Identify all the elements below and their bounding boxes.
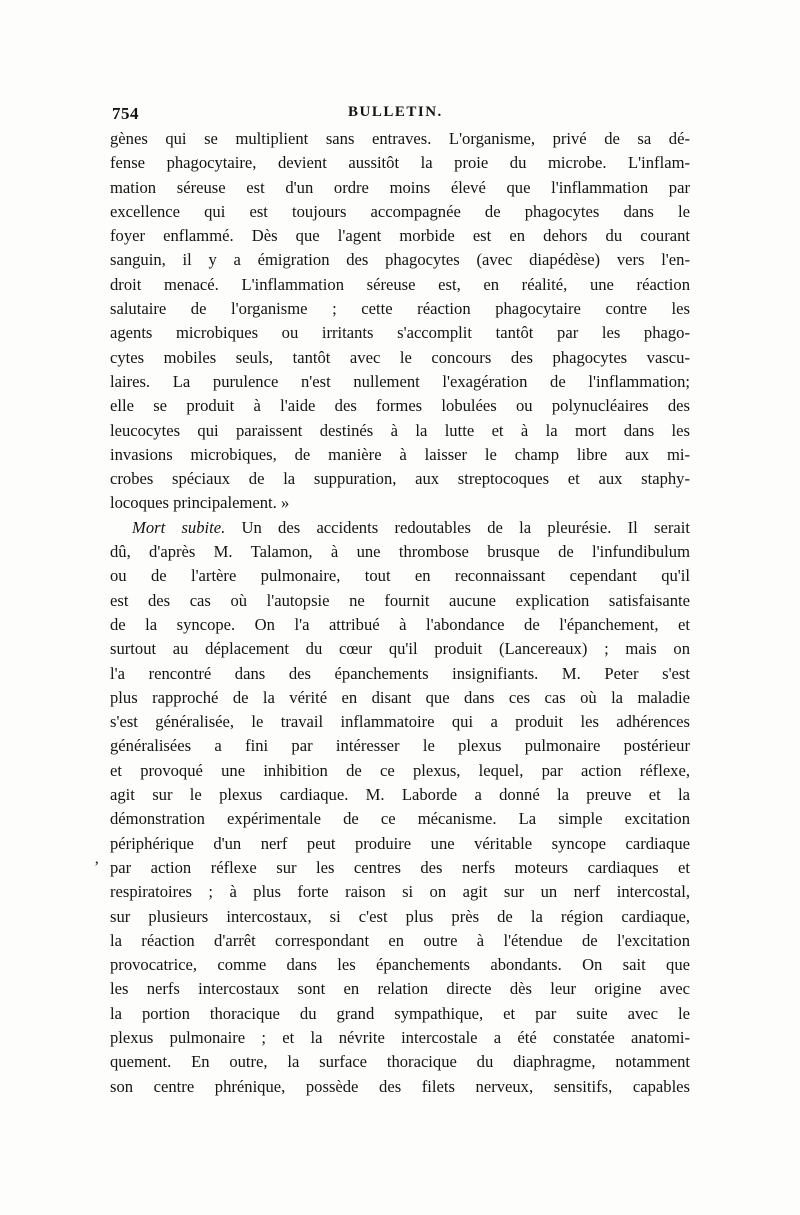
page-header [112,104,688,128]
text-line: sur plusieurs intercostaux, si c'est plus près de la région cardiaque, [110,906,690,926]
paragraph-first-line [110,516,690,540]
text-line: l'a rencontré dans des épanchements insignifiants. M. Peter s'est [110,663,690,683]
text-line: agit sur le plexus cardiaque. M. Laborde a donné la preuve et la [110,785,690,805]
text-line: laires. La purulence n'est nullement l'exagération de l'inflammation; [110,371,690,391]
body-text [94,127,690,1099]
text-line: surtout au déplacement du cœur qu'il produit (Lancereaux) ; mais on [110,639,690,659]
text-line: son centre phrénique, possède des filets nerveux, sensitifs, capables [110,1076,690,1096]
text-line: par action réflexe sur les centres des nerfs moteurs cardiaques et [110,857,690,877]
text-line: généralisées a fini par intéresser le plexus pulmonaire postérieur [110,736,690,756]
text-line: quement. En outre, la surface thoracique du diaphragme, notamment [110,1052,690,1072]
text-line: excellence qui est toujours accompagnée de phagocytes dans le [110,201,690,221]
text-line: de la syncope. On l'a attribué à l'abondance de l'épanchement, et [110,614,690,634]
text-line: invasions microbiques, de manière à laisser le champ libre aux mi- [110,444,690,464]
text-line: s'est généralisée, le travail inflammatoire qui a produit les adhérences [110,712,690,732]
text-line: elle se produit à l'aide des formes lobulées ou polynucléaires des [110,396,690,416]
text-line: sanguin, il y a émigration des phagocytes (avec diapédèse) vers l'en- [110,250,690,270]
text-line: fense phagocytaire, devient aussitôt la proie du microbe. L'inflam- [110,153,690,173]
text-line: la portion thoracique du grand sympathique, et par suite avec le [110,1003,690,1023]
text-line: démonstration expérimentale de ce mécanisme. La simple excitation [110,809,690,829]
text-line: plexus pulmonaire ; et la névrite intercostale a été constatée anatomi- [110,1027,690,1047]
text-line: plus rapproché de la vérité en disant que dans ces cas où la maladie [110,687,690,707]
text-line: cytes mobiles seuls, tantôt avec le concours des phagocytes vascu- [110,347,690,367]
text-line: leucocytes qui paraissent destinés à la lutte et à la mort dans les [110,420,690,440]
text-line: gènes qui se multiplient sans entraves. L'organisme, privé de sa dé- [110,129,690,148]
text-line: crobes spéciaux de la suppuration, aux streptocoques et aux staphy- [110,469,690,489]
running-head: BULLETIN. [348,104,443,120]
text-line: respiratoires ; à plus forte raison si on agit sur un nerf intercostal, [110,882,690,902]
text-line: périphérique d'un nerf peut produire une véritable syncope cardiaque [110,833,690,853]
text-line: dû, d'après M. Talamon, à une thrombose brusque de l'infundibulum [110,542,690,562]
text-line: locoques principalement. » [110,493,290,513]
margin-mark: ’ [94,858,100,876]
text-line: et provoqué une inhibition de ce plexus, lequel, par action réflexe, [110,760,690,780]
first-line-rest: Un des accidents redoutables de la pleurésie. Il serait [225,517,690,537]
text-line: la réaction d'arrêt correspondant en outre à l'étendue de l'excitation [110,930,690,950]
page-number: 754 [112,104,139,123]
text-line: les nerfs intercostaux sont en relation directe dès leur origine avec [110,979,690,999]
text-line: est des cas où l'autopsie ne fournit aucune explication satisfaisante [110,590,690,610]
text-line: droit menacé. L'inflammation séreuse est, en réalité, une réaction [110,274,690,294]
text-line: foyer enflammé. Dès que l'agent morbide est en dehors du courant [110,226,690,246]
text-line: provocatrice, comme dans les épanchements abondants. On sait que [110,955,690,975]
text-line: agents microbiques ou irritants s'accomplit tantôt par les phago- [110,323,690,343]
text-line: ou de l'artère pulmonaire, tout en reconnaissant cependant qu'il [110,566,690,586]
section-lead: Mort subite. [132,517,226,537]
text-line: mation séreuse est d'un ordre moins élevé que l'inflammation par [110,177,690,197]
text-line-with-margin-mark [94,856,690,880]
text-line: salutaire de l'organisme ; cette réaction phagocytaire contre les [110,299,690,319]
